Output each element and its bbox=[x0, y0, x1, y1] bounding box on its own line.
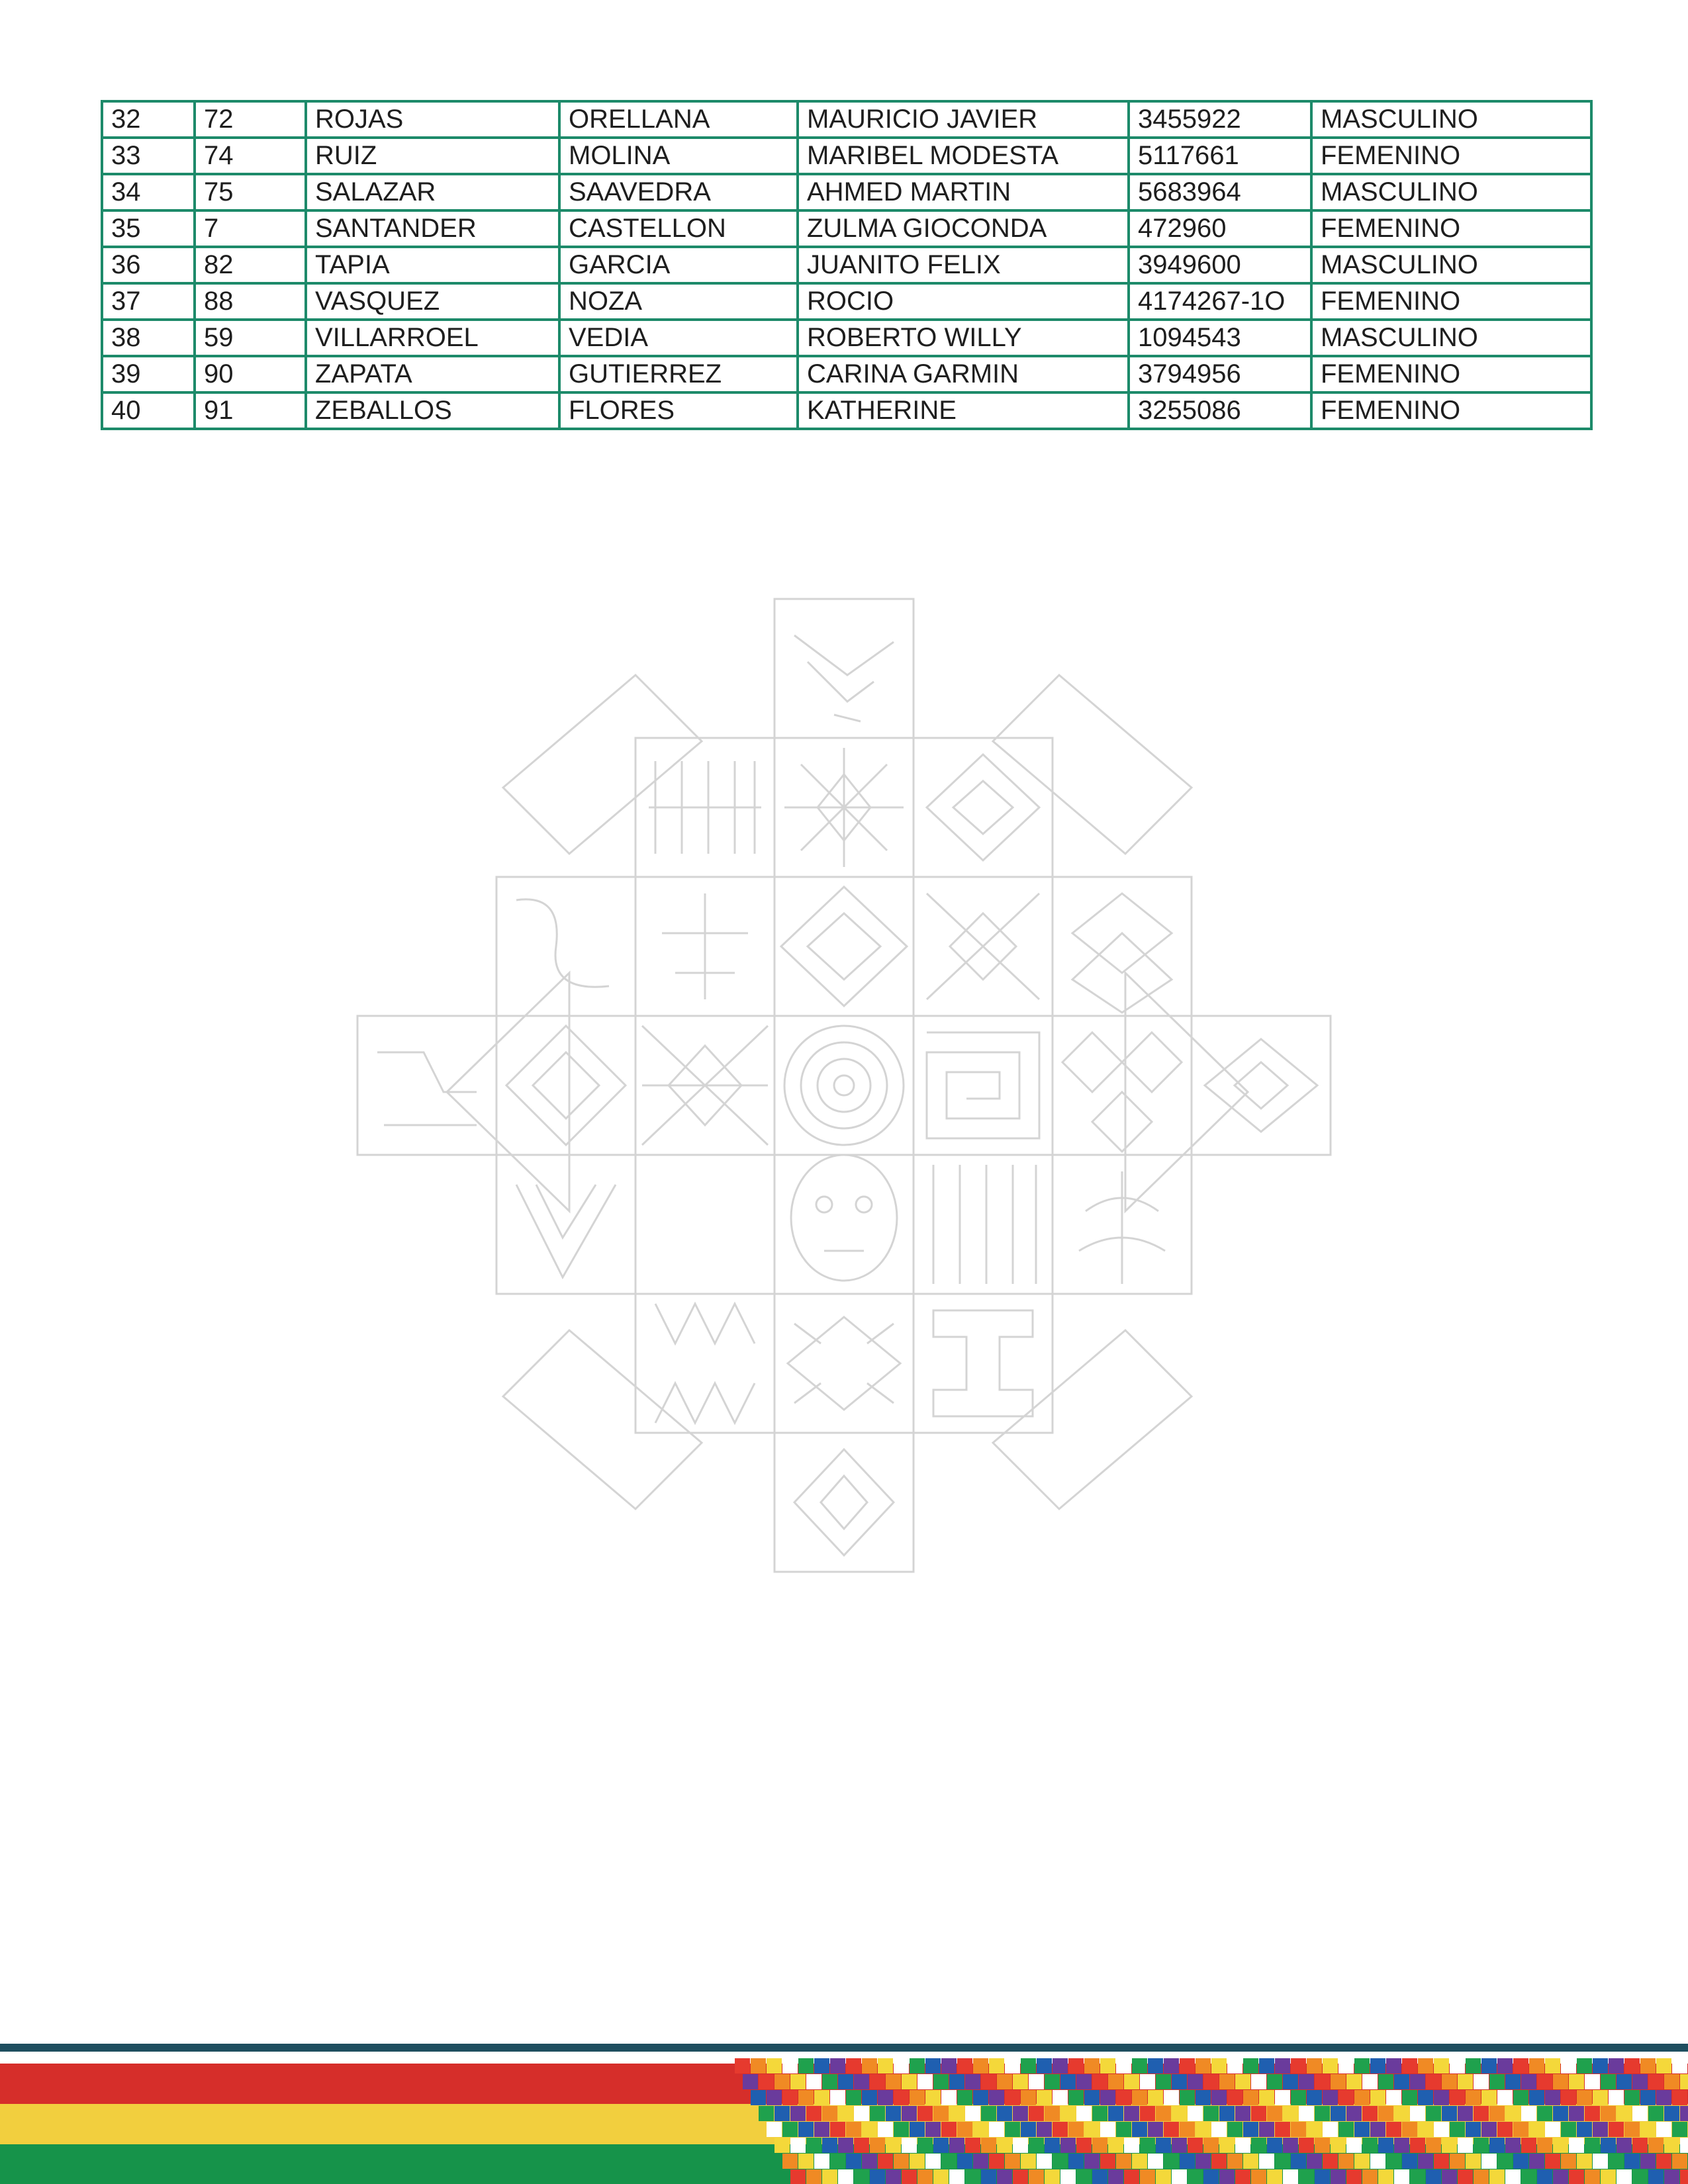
paternal-surname-cell: VASQUEZ bbox=[306, 283, 559, 320]
maternal-surname-cell: MOLINA bbox=[559, 138, 798, 174]
code-cell: 72 bbox=[195, 101, 306, 138]
maternal-surname-cell: ORELLANA bbox=[559, 101, 798, 138]
id-number-cell: 3255086 bbox=[1129, 392, 1311, 429]
gender-cell: FEMENINO bbox=[1311, 138, 1591, 174]
row-number-cell: 38 bbox=[102, 320, 195, 356]
gender-cell: FEMENINO bbox=[1311, 356, 1591, 392]
code-cell: 74 bbox=[195, 138, 306, 174]
row-number-cell: 35 bbox=[102, 210, 195, 247]
table-row bbox=[102, 101, 1591, 138]
row-number-cell: 40 bbox=[102, 392, 195, 429]
row-number-cell: 32 bbox=[102, 101, 195, 138]
row-number-cell: 34 bbox=[102, 174, 195, 210]
given-names-cell: MARIBEL MODESTA bbox=[798, 138, 1129, 174]
code-cell: 91 bbox=[195, 392, 306, 429]
given-names-cell: ROBERTO WILLY bbox=[798, 320, 1129, 356]
table-row bbox=[102, 210, 1591, 247]
paternal-surname-cell: SANTANDER bbox=[306, 210, 559, 247]
maternal-surname-cell: NOZA bbox=[559, 283, 798, 320]
table-row bbox=[102, 320, 1591, 356]
code-cell: 7 bbox=[195, 210, 306, 247]
given-names-cell: JUANITO FELIX bbox=[798, 247, 1129, 283]
id-number-cell: 3949600 bbox=[1129, 247, 1311, 283]
gender-cell: FEMENINO bbox=[1311, 283, 1591, 320]
gender-cell: FEMENINO bbox=[1311, 210, 1591, 247]
maternal-surname-cell: VEDIA bbox=[559, 320, 798, 356]
paternal-surname-cell: VILLARROEL bbox=[306, 320, 559, 356]
given-names-cell: CARINA GARMIN bbox=[798, 356, 1129, 392]
id-number-cell: 3794956 bbox=[1129, 356, 1311, 392]
code-cell: 75 bbox=[195, 174, 306, 210]
footer-band bbox=[0, 2044, 1688, 2184]
roster-table bbox=[101, 100, 1593, 430]
code-cell: 88 bbox=[195, 283, 306, 320]
table-row bbox=[102, 283, 1591, 320]
maternal-surname-cell: GARCIA bbox=[559, 247, 798, 283]
wiphala-flag-band-icon bbox=[0, 2044, 1688, 2184]
id-number-cell: 5683964 bbox=[1129, 174, 1311, 210]
given-names-cell: KATHERINE bbox=[798, 392, 1129, 429]
maternal-surname-cell: CASTELLON bbox=[559, 210, 798, 247]
id-number-cell: 1094543 bbox=[1129, 320, 1311, 356]
paternal-surname-cell: ZAPATA bbox=[306, 356, 559, 392]
table-row bbox=[102, 247, 1591, 283]
id-number-cell: 472960 bbox=[1129, 210, 1311, 247]
row-number-cell: 37 bbox=[102, 283, 195, 320]
row-number-cell: 36 bbox=[102, 247, 195, 283]
row-number-cell: 39 bbox=[102, 356, 195, 392]
paternal-surname-cell: ROJAS bbox=[306, 101, 559, 138]
footer-top-line bbox=[0, 2044, 1688, 2052]
code-cell: 90 bbox=[195, 356, 306, 392]
code-cell: 59 bbox=[195, 320, 306, 356]
table-row bbox=[102, 392, 1591, 429]
chakana-textile-pattern-icon bbox=[344, 589, 1350, 1595]
gender-cell: FEMENINO bbox=[1311, 392, 1591, 429]
id-number-cell: 5117661 bbox=[1129, 138, 1311, 174]
maternal-surname-cell: SAAVEDRA bbox=[559, 174, 798, 210]
gender-cell: MASCULINO bbox=[1311, 247, 1591, 283]
maternal-surname-cell: FLORES bbox=[559, 392, 798, 429]
given-names-cell: MAURICIO JAVIER bbox=[798, 101, 1129, 138]
paternal-surname-cell: ZEBALLOS bbox=[306, 392, 559, 429]
id-number-cell: 4174267-1O bbox=[1129, 283, 1311, 320]
maternal-surname-cell: GUTIERREZ bbox=[559, 356, 798, 392]
paternal-surname-cell: SALAZAR bbox=[306, 174, 559, 210]
table-row bbox=[102, 174, 1591, 210]
id-number-cell: 3455922 bbox=[1129, 101, 1311, 138]
table-row bbox=[102, 356, 1591, 392]
given-names-cell: ZULMA GIOCONDA bbox=[798, 210, 1129, 247]
gender-cell: MASCULINO bbox=[1311, 174, 1591, 210]
gender-cell: MASCULINO bbox=[1311, 101, 1591, 138]
roster-table-body bbox=[102, 101, 1591, 429]
gender-cell: MASCULINO bbox=[1311, 320, 1591, 356]
paternal-surname-cell: TAPIA bbox=[306, 247, 559, 283]
code-cell: 82 bbox=[195, 247, 306, 283]
table-row bbox=[102, 138, 1591, 174]
given-names-cell: ROCIO bbox=[798, 283, 1129, 320]
paternal-surname-cell: RUIZ bbox=[306, 138, 559, 174]
given-names-cell: AHMED MARTIN bbox=[798, 174, 1129, 210]
row-number-cell: 33 bbox=[102, 138, 195, 174]
